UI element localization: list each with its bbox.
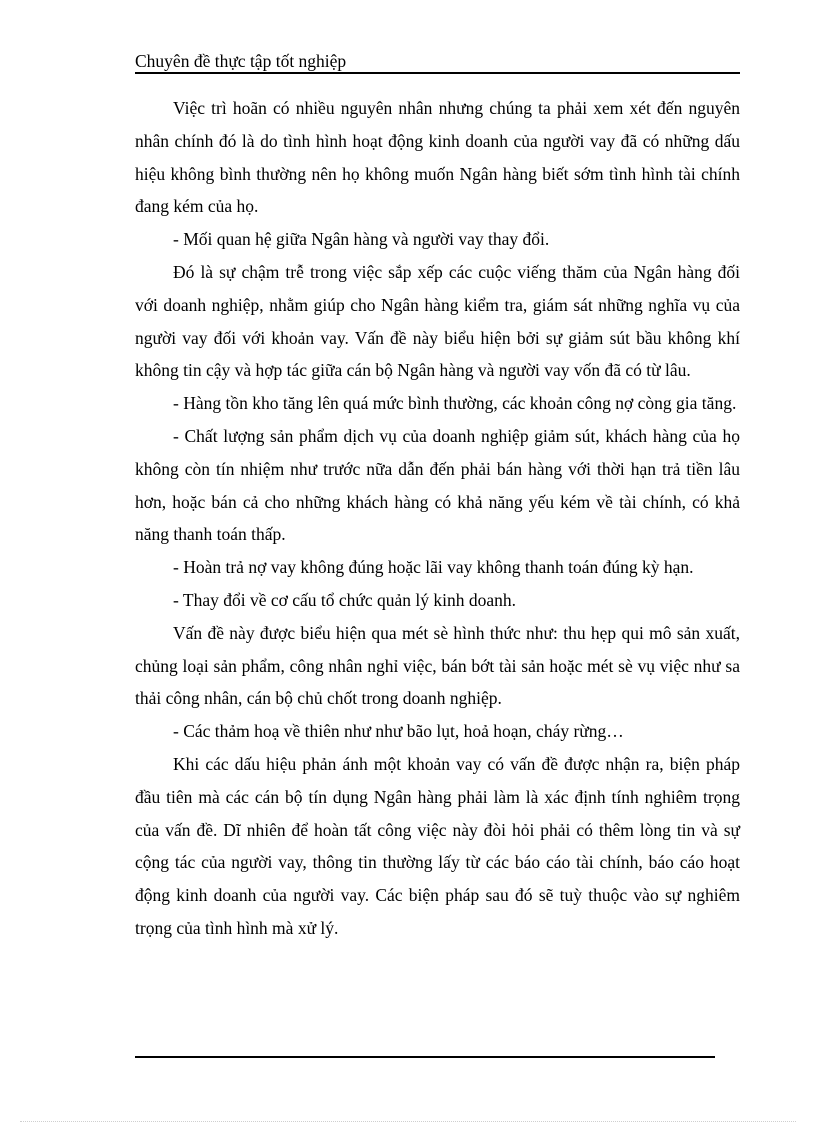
paragraph-late-repayment: - Hoàn trả nợ vay không đúng hoặc lãi vay không thanh toán đúng kỳ hạn. — [173, 557, 694, 578]
paragraph-visit-delays: Đó là sự chậm trễ trong việc sắp xếp các cuộc viếng thăm của Ngân hàng đối với doanh nghiệp, nhằm giúp cho Ngân hàng kiểm tra, giám sát những nghĩa vụ của người vay đối với khoản vay. Vấn đề này biểu hiện bởi sự giảm sút bầu không khí không tin cậy và hợp tác giữa cán bộ Ngân hàng và người vay vốn đã có từ lâu. — [135, 261, 740, 381]
paragraph-relationship-change: - Mối quan hệ giữa Ngân hàng và người vay thay đổi. — [173, 229, 550, 250]
page-bottom-edge — [20, 1121, 796, 1122]
paragraph-structure-details: Vấn đề này được biểu hiện qua mét sè hình thức như: thu hẹp qui mô sản xuất, chủng loại sản phẩm, công nhân nghỉ việc, bán bớt tài sản hoặc mét sè vụ việc như sa thải công nhân, cán bộ chủ chốt trong doanh nghiệp. — [135, 622, 740, 709]
paragraph-delay-causes: Việc trì hoãn có nhiều nguyên nhân nhưng chúng ta phải xem xét đến nguyên nhân chính đó là do tình hình hoạt động kinh doanh của người vay đã có những dấu hiệu không bình thường nên họ không muốn Ngân hàng biết sớm tình hình tài chính đang kém của họ. — [135, 98, 740, 217]
paragraph-inventory-increase: - Hàng tồn kho tăng lên quá mức bình thường, các khoản công nợ còng gia tăng. — [173, 393, 737, 414]
footer-rule — [135, 1056, 715, 1058]
page-header — [135, 50, 740, 74]
paragraph-quality-decline: - Chất lượng sản phẩm dịch vụ của doanh nghiệp giảm sút, khách hàng của họ không còn tín nhiệm như trước nữa dẫn đến phải bán hàng với thời hạn trả tiền lâu hơn, hoặc bán cả cho những khách hàng có khả năng yếu kém về tài chính, có khả năng thanh toán thấp. — [135, 425, 740, 545]
paragraph-natural-disasters: - Các thảm hoạ về thiên như như bão lụt, hoả hoạn, cháy rừng… — [173, 721, 624, 742]
header-title: Chuyên đề thực tập tốt nghiệp — [135, 51, 347, 71]
paragraph-severity-assessment: Khi các dấu hiệu phản ánh một khoản vay có vấn đề được nhận ra, biện pháp đầu tiên mà các cán bộ tín dụng Ngân hàng phải làm là xác định tính nghiêm trọng của vấn đề. Dĩ nhiên để hoàn tất công việc này đòi hỏi phải có thêm lòng tin và sự cộng tác của người vay, thông tin thường lấy từ các báo cáo tài chính, báo cáo hoạt động kinh doanh của người vay. Các biện pháp sau đó sẽ tuỳ thuộc vào sự nghiêm trọng của tình hình mà xử lý. — [135, 753, 740, 938]
document-body — [135, 92, 740, 945]
paragraph-structure-change: - Thay đổi về cơ cấu tổ chức quản lý kinh doanh. — [173, 589, 517, 610]
